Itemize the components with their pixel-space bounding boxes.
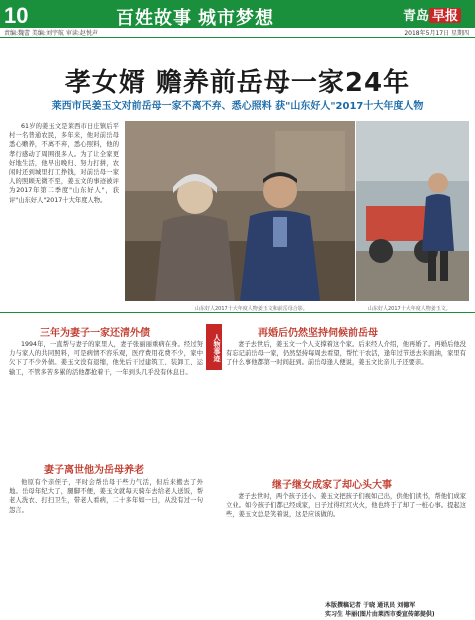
page-header: [0, 0, 475, 28]
section-1-body: 1994年，一直帮与妻子的家里人，妻子张丽丽重病在身。经过努力与家人的共同照料，可是病情不容乐观，医疗费用花费不少，家中欠下了不少外债。姜玉文没有退缩，他先后干过建筑工、装卸工、运输工，不管多苦多累的活他都抢着干，一年到头几乎没有休息日。: [9, 341, 203, 376]
editors-line: 责编:魏蕾 美编:刘宇航 审读:赵悦声: [4, 30, 98, 37]
section-4-title: 继子继女成家了却心头大事: [272, 480, 392, 491]
article-subhead: 莱西市民姜玉文对前岳母一家不离不弃、悉心照料 获"山东好人"2017十大年度人物: [51, 101, 424, 112]
page-number: 10: [4, 3, 29, 28]
section-2-body: 妻子去世后，姜玉文一个人支撑着这个家。后来经人介绍，他再婚了。再婚后他没有忘记前岳母一家，仍然坚持每周去看望，帮忙干农活，逢年过节送去米面油，家里有了什么事他都第一时间赶到。前岳母逢人便说，姜玉文比亲儿子还要亲。: [226, 341, 466, 367]
issue-date: 2018年5月17日 星期四: [404, 30, 469, 37]
photo-with-mother-in-law: [125, 121, 355, 301]
divider: [0, 312, 475, 313]
vertical-section-tag: 人物事迹: [206, 324, 222, 370]
photo-caption-1: 山东好人2017十大年度人物姜玉文和前岳母合影。: [195, 306, 308, 312]
intro-paragraph: 61岁的姜玉文是莱西市日庄镇后平村一名普通农民，多年来，他对前岳母悉心赡养，不离不弃，悉心照料，他的孝行感动了周围很多人。为了让全家更好地生活，他早出晚归、努力打拼，农闲时还到城里打工挣钱，对前岳母一家人的照顾无微不至，姜玉文的事迹被评为2017年第二季度"山东好人"，获评"山东好人"2017十大年度人物。: [9, 123, 119, 204]
section-4-body: 妻子去世时，两个孩子还小。姜玉文把孩子们视如己出，供他们读书，帮他们成家立业。如今孩子们都已经成家，日子过得红红火火，他也终于了却了一桩心事。提起这些，姜玉文总是笑着说，这是应该做的。: [226, 493, 466, 519]
logo-main: 青岛: [402, 8, 429, 23]
credit-line-1: 本版撰稿记者 于晓 通讯员 刘德军: [325, 602, 416, 609]
section-3-title: 妻子离世他为岳母养老: [44, 465, 144, 476]
section-1-title: 三年为妻子一家还清外债: [40, 328, 150, 339]
credit-line-2: 实习生 毕丽(图片由莱西市委宣传部提供): [325, 611, 435, 618]
photo-caption-2: 山东好人2017十大年度人物姜玉文。: [368, 306, 451, 312]
newspaper-logo: [403, 5, 461, 24]
header-subbar: [0, 28, 475, 38]
photo-man-with-tricycle: [356, 121, 469, 301]
article-headline: 孝女婿 赡养前岳母一家24年: [64, 68, 411, 98]
credit-block: [325, 600, 435, 618]
section-3-body: 他原有个亲侄子，平时会帮岳母干些力气活，但后来搬去了外地。岳母年纪大了，腿脚不便，姜玉文就每天骑车去给老人送饭，帮老人洗衣、打扫卫生，带老人看病，二十多年如一日，从没有过一句怨言。: [9, 479, 203, 514]
section-2-title: 再婚后仍然坚持伺候前岳母: [258, 328, 378, 339]
section-title: 百姓故事 城市梦想: [116, 8, 275, 28]
logo-accent: 早报: [429, 8, 461, 23]
